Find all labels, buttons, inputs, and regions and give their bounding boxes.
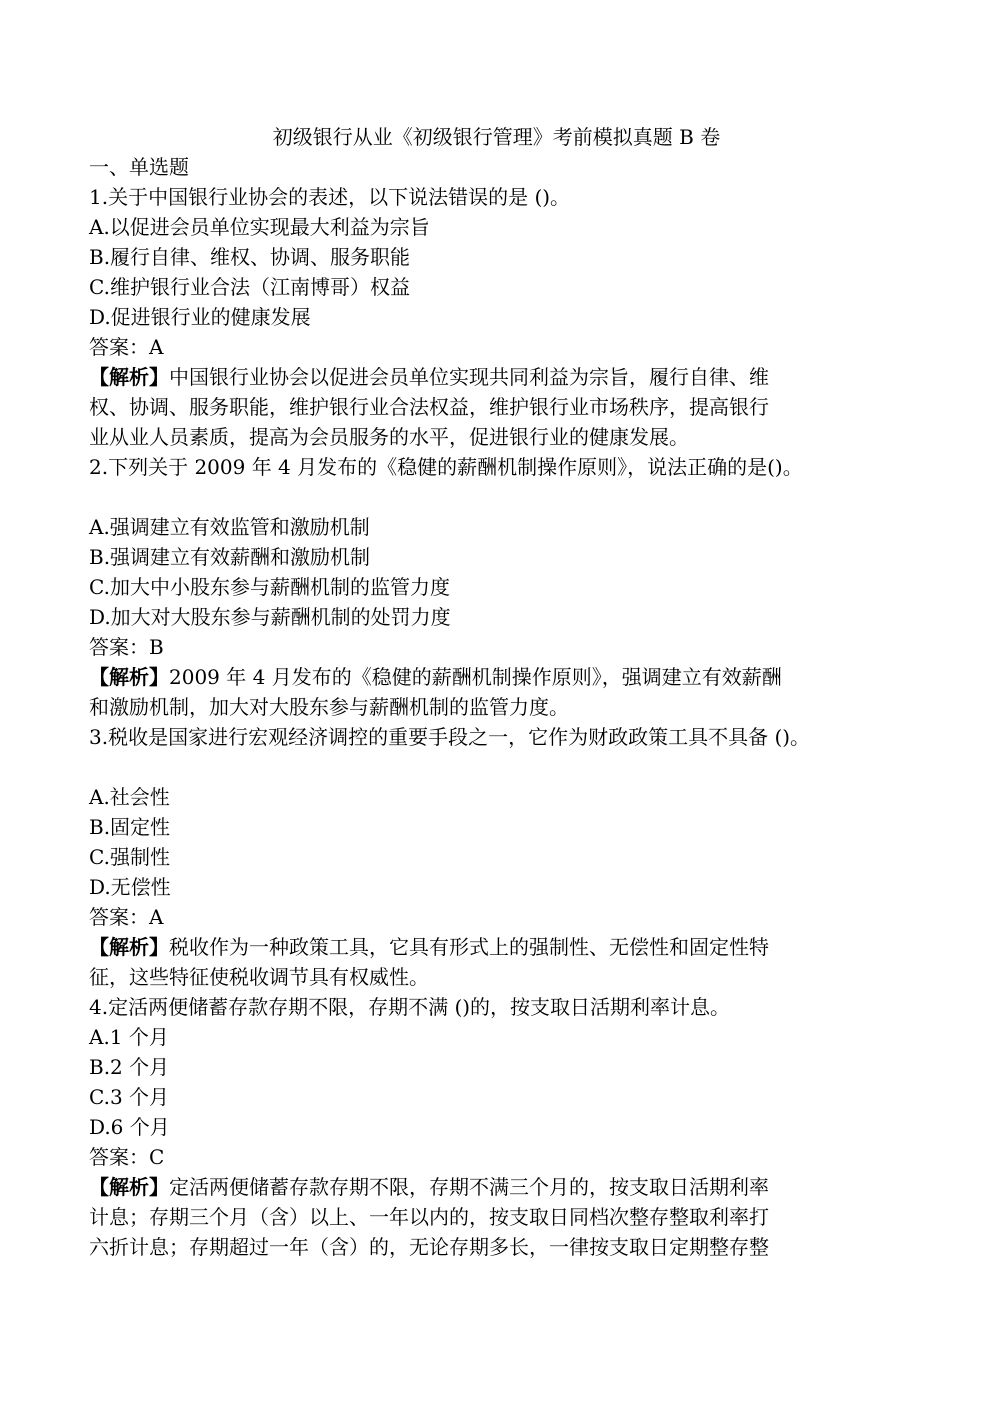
analysis-line: 六折计息；存期超过一年（含）的，无论存期多长，一律按支取日定期整存整	[89, 1235, 769, 1259]
analysis-text: 定活两便储蓄存款存期不限，存期不满三个月的，按支取日活期利率	[169, 1175, 769, 1199]
option-b: B.强调建立有效薪酬和激励机制	[89, 545, 371, 569]
analysis-line: 权、协调、服务职能，维护银行业合法权益，维护银行业市场秩序，提高银行	[89, 395, 769, 419]
question-stem: 2.下列关于 2009 年 4 月发布的《稳健的薪酬机制操作原则》，说法正确的是()。	[89, 455, 803, 479]
analysis-line: 业从业人员素质，提高为会员服务的水平，促进银行业的健康发展。	[89, 425, 689, 449]
question-stem: 3.税收是国家进行宏观经济调控的重要手段之一，它作为财政政策工具不具备 ()。	[89, 725, 811, 749]
analysis-tag: 【解析】	[89, 935, 169, 959]
answer: 答案：A	[89, 335, 164, 359]
option-b: B.固定性	[89, 815, 171, 839]
question-stem: 4.定活两便储蓄存款存期不限，存期不满 ()的，按支取日活期利率计息。	[89, 995, 731, 1019]
analysis-text: 中国银行业协会以促进会员单位实现共同利益为宗旨，履行自律、维	[169, 365, 769, 389]
blank-line	[89, 482, 949, 512]
analysis-tag: 【解析】	[89, 1175, 169, 1199]
analysis-line: 计息；存期三个月（含）以上、一年以内的，按支取日同档次整存整取利率打	[89, 1205, 769, 1229]
analysis-line	[89, 662, 949, 692]
option-a: A.以促进会员单位实现最大利益为宗旨	[89, 215, 430, 239]
option-c: C.3 个月	[89, 1085, 170, 1109]
question-stem: 1.关于中国银行业协会的表述，以下说法错误的是 ()。	[89, 185, 571, 209]
option-d: D.促进银行业的健康发展	[89, 305, 311, 329]
option-a: A.社会性	[89, 785, 170, 809]
analysis-tag: 【解析】	[89, 665, 169, 689]
answer: 答案：B	[89, 635, 164, 659]
blank-line	[89, 752, 949, 782]
document-body	[89, 152, 949, 1262]
option-c: C.维护银行业合法（江南博哥）权益	[89, 275, 410, 299]
analysis-line	[89, 932, 949, 962]
option-d: D.加大对大股东参与薪酬机制的处罚力度	[89, 605, 451, 629]
question-block	[89, 452, 949, 722]
option-b: B.履行自律、维权、协调、服务职能	[89, 245, 411, 269]
analysis-text: 2009 年 4 月发布的《稳健的薪酬机制操作原则》，强调建立有效薪酬	[169, 665, 782, 689]
option-a: A.1 个月	[89, 1025, 169, 1049]
question-block	[89, 722, 949, 992]
analysis-line: 和激励机制，加大对大股东参与薪酬机制的监管力度。	[89, 695, 569, 719]
analysis-tag: 【解析】	[89, 365, 169, 389]
analysis-text: 税收作为一种政策工具，它具有形式上的强制性、无偿性和固定性特	[169, 935, 769, 959]
analysis-line	[89, 1172, 949, 1202]
document-title: 初级银行从业《初级银行管理》考前模拟真题 B 卷	[272, 125, 721, 149]
analysis-line: 征，这些特征使税收调节具有权威性。	[89, 965, 429, 989]
section-heading: 一、单选题	[89, 155, 189, 179]
option-b: B.2 个月	[89, 1055, 170, 1079]
question-block	[89, 992, 949, 1262]
answer: 答案：C	[89, 1145, 165, 1169]
option-c: C.强制性	[89, 845, 170, 869]
option-c: C.加大中小股东参与薪酬机制的监管力度	[89, 575, 450, 599]
question-block	[89, 182, 949, 452]
option-a: A.强调建立有效监管和激励机制	[89, 515, 370, 539]
answer: 答案：A	[89, 905, 164, 929]
option-d: D.6 个月	[89, 1115, 170, 1139]
option-d: D.无偿性	[89, 875, 171, 899]
analysis-line	[89, 362, 949, 392]
